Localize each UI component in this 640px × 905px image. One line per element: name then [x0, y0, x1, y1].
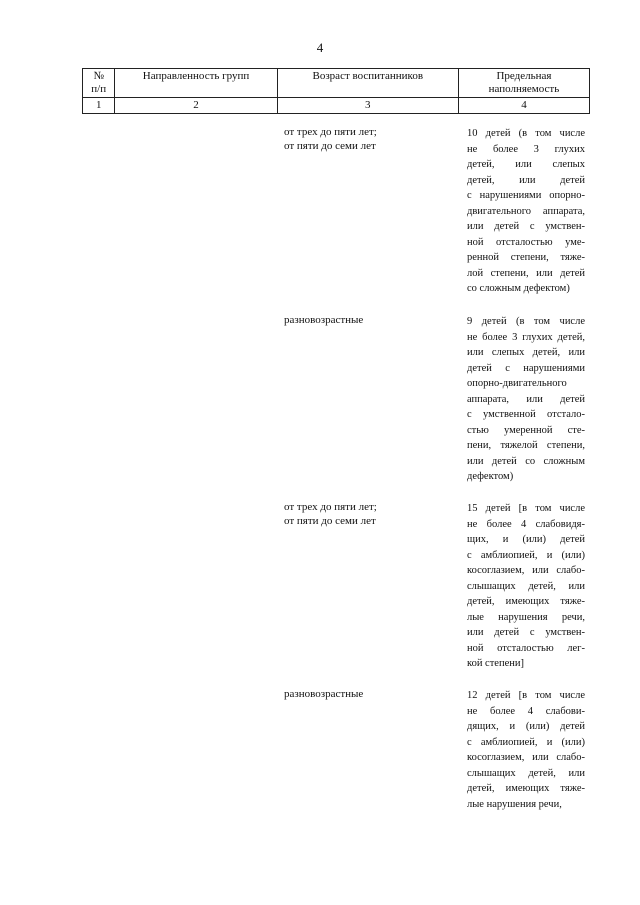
column-number-3: 3: [277, 98, 458, 114]
capacity-line: лой степени, или детей: [467, 267, 585, 279]
capacity-line: с амблиопией, и (или): [467, 549, 585, 561]
capacity-line: ренной степени, тяже-: [467, 252, 585, 263]
header-number: № п/п: [83, 69, 115, 98]
capacity-line: детей, или детей: [467, 174, 585, 186]
capacity-line: 15 детей [в том числе: [467, 503, 585, 514]
header-row: [83, 69, 590, 98]
table-header: [82, 68, 590, 114]
capacity-line: лые нарушения речи,: [467, 611, 585, 623]
capacity-line: с умственной отстало-: [467, 409, 585, 420]
capacity-line: или детей со сложным: [467, 455, 585, 467]
capacity-line: с нарушениями опорно-: [467, 190, 585, 201]
header-group-direction: Направленность групп: [115, 69, 277, 98]
row-4-age: разновозрастные: [284, 688, 364, 700]
capacity-line: слышащих детей, или: [467, 580, 585, 592]
capacity-line: ной отсталостью лег-: [467, 642, 585, 654]
capacity-line: кой степени]: [467, 658, 524, 669]
capacity-line: опорно-двигательного: [467, 378, 567, 389]
capacity-line: пени, тяжелой степени,: [467, 440, 585, 451]
row-2-age: разновозрастные: [284, 314, 364, 326]
capacity-line: не более 4 слабови-: [467, 705, 585, 717]
row-4-capacity: [467, 688, 585, 812]
capacity-line: или слепых детей, или: [467, 347, 585, 358]
column-number-2: 2: [115, 98, 277, 114]
capacity-line: дефектом): [467, 471, 514, 482]
header-age: Возраст воспитанников: [277, 69, 458, 98]
capacity-line: 9 детей (в том числе: [467, 316, 585, 327]
capacity-line: стью умеренной сте-: [467, 424, 585, 436]
capacity-line: щих, и (или) детей: [467, 534, 585, 545]
capacity-line: не более 4 слабовидя-: [467, 518, 585, 530]
column-number-1: 1: [83, 98, 115, 114]
capacity-line: ной отсталостью уме-: [467, 236, 585, 248]
capacity-line: лые нарушения речи,: [467, 798, 562, 810]
column-number-row: [83, 98, 590, 114]
header-capacity: Предельная наполняемость: [458, 69, 589, 98]
capacity-line: или детей с умствен-: [467, 627, 585, 638]
capacity-line: 10 детей (в том числе: [467, 128, 585, 139]
capacity-line: аппарата, или детей: [467, 393, 585, 405]
capacity-line: 12 детей [в том числе: [467, 690, 585, 701]
capacity-line: не более 3 глухих детей,: [467, 331, 585, 343]
capacity-line: или детей с умствен-: [467, 221, 585, 232]
row-3-capacity: [467, 501, 585, 672]
row-1-age: от трех до пяти лет; от пяти до семи лет: [284, 126, 377, 152]
page-number: 4: [316, 40, 324, 55]
capacity-line: косоглазием, или слабо-: [467, 565, 585, 576]
capacity-line: детей, имеющих тяже-: [467, 783, 585, 794]
capacity-line: косоглазием, или слабо-: [467, 752, 585, 763]
capacity-line: двигательного аппарата,: [467, 205, 585, 217]
capacity-line: с амблиопией, и (или): [467, 736, 585, 748]
capacity-line: со сложным дефектом): [467, 283, 570, 294]
capacity-line: слышащих детей, или: [467, 767, 585, 779]
row-1-capacity: [467, 126, 585, 297]
capacity-line: детей с нарушениями: [467, 362, 585, 374]
row-3-age: от трех до пяти лет; от пяти до семи лет: [284, 501, 377, 527]
capacity-line: детей, имеющих тяже-: [467, 596, 585, 607]
capacity-line: не более 3 глухих: [467, 143, 585, 155]
capacity-line: детей, или слепых: [467, 159, 585, 170]
row-2-capacity: [467, 314, 585, 485]
capacity-line: дящих, и (или) детей: [467, 721, 585, 732]
column-number-4: 4: [458, 98, 589, 114]
